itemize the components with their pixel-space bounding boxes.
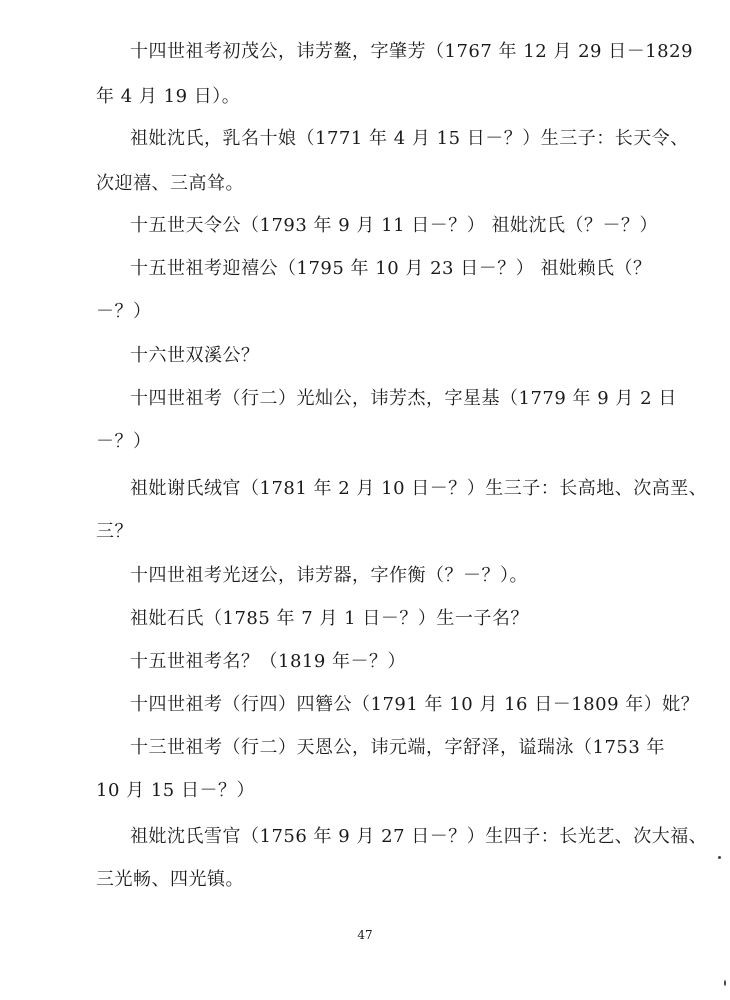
text-line: 次迎禧、三高耸。	[96, 173, 244, 194]
text-line: 10 月 15 日－？）	[96, 780, 255, 801]
text-line: 三？	[96, 521, 133, 542]
text-line: 祖妣沈氏雪官（1756 年 9 月 27 日－？）生四子：长光艺、次大福、	[130, 826, 708, 847]
text-line: 十四世祖考（行四）四簪公（1791 年 10 月 16 日－1809 年）妣？	[130, 694, 700, 715]
text-line: 十四世祖考（行二）光灿公，讳芳杰，字星基（1779 年 9 月 2 日	[130, 388, 677, 409]
text-line: 十四世祖考初茂公，讳芳鳌，字肇芳（1767 年 12 月 29 日－1829	[130, 41, 694, 62]
text-line: 祖妣沈氏，乳名十娘（1771 年 4 月 15 日－？）生三子：长天令、	[130, 128, 689, 149]
text-line: 祖妣石氏（1785 年 7 月 1 日－？）生一子名？	[130, 608, 529, 629]
scan-speck	[724, 980, 726, 986]
text-line: 十三世祖考（行二）天恩公，讳元端，字舒泽，谥瑞泳（1753 年	[130, 737, 666, 758]
page-number: 47	[357, 928, 373, 942]
text-line: 十五世祖考名？（1819 年－？）	[130, 651, 407, 672]
text-line: 十四世祖考光迓公，讳芳器，字作衡（？－？）。	[130, 565, 528, 586]
text-line: 十五世祖考迎禧公（1795 年 10 月 23 日－？） 祖妣赖氏（？	[130, 258, 652, 279]
text-line: －？）	[96, 431, 152, 452]
text-line: －？）	[96, 301, 152, 322]
text-line: 祖妣谢氏绒官（1781 年 2 月 10 日－？）生三子：长高地、次高垩、	[130, 478, 708, 499]
text-line: 三光畅、四光镇。	[96, 869, 244, 890]
scan-speck	[718, 856, 721, 859]
text-line: 年 4 月 19 日）。	[96, 86, 241, 107]
text-line: 十五世天令公（1793 年 9 月 11 日－？） 祖妣沈氏（？－？）	[130, 215, 658, 236]
text-line: 十六世双溪公？	[130, 345, 260, 366]
